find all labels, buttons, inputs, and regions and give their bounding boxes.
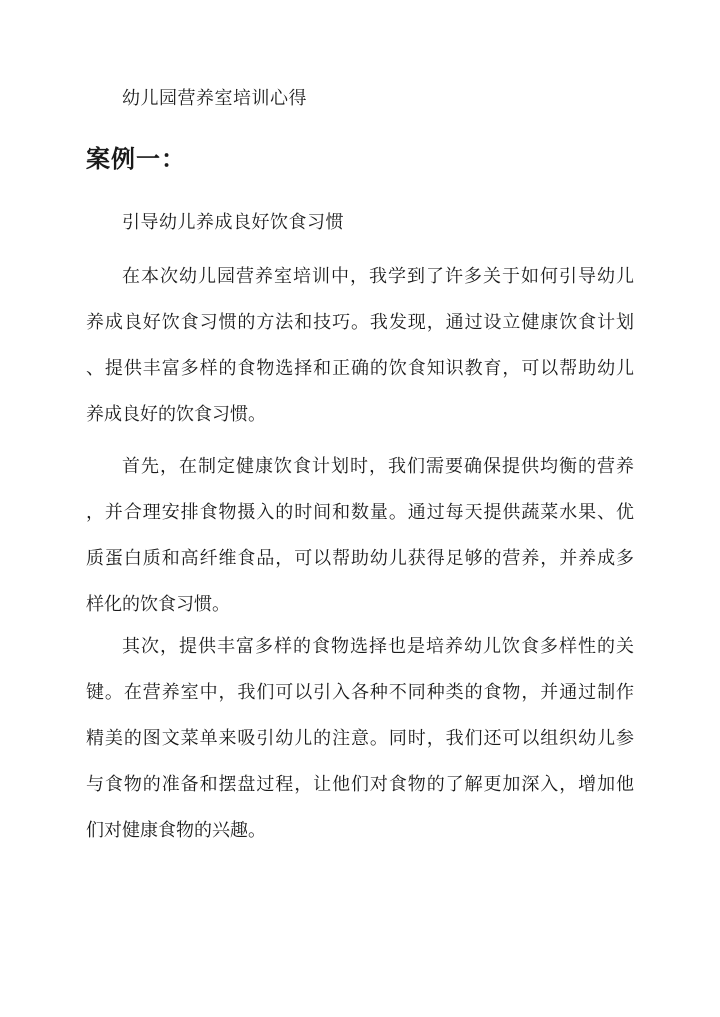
paragraph-line: 养成良好的饮食习惯。 [86, 404, 266, 425]
paragraph-2 [86, 444, 634, 628]
paragraph-line: 精美的图文菜单来吸引幼儿的注意。同时，我们还可以组织幼儿参 [86, 728, 634, 749]
paragraph-line: 其次，提供丰富多样的食物选择也是培养幼儿饮食多样性的关 [122, 636, 634, 657]
paragraph-line: ，并合理安排食物摄入的时间和数量。通过每天提供蔬菜水果、优 [86, 502, 634, 523]
paragraph-line: 样化的饮食习惯。 [86, 594, 230, 615]
paragraph-line: 在本次幼儿园营养室培训中，我学到了许多关于如何引导幼儿 [122, 266, 634, 287]
paragraph-line: 质蛋白质和高纤维食品，可以帮助幼儿获得足够的营养，并养成多 [86, 548, 634, 569]
paragraph-line: 们对健康食物的兴趣。 [86, 820, 266, 841]
paragraph-line: 首先，在制定健康饮食计划时，我们需要确保提供均衡的营养 [122, 456, 634, 477]
paragraph-line: 与食物的准备和摆盘过程，让他们对食物的了解更加深入，增加他 [86, 774, 634, 795]
paragraph-line: 键。在营养室中，我们可以引入各种不同种类的食物，并通过制作 [86, 682, 634, 703]
document-title: 幼儿园营养室培训心得 [122, 88, 307, 109]
paragraph-1 [86, 254, 634, 438]
paragraph-line: 、提供丰富多样的食物选择和正确的饮食知识教育，可以帮助幼儿 [86, 358, 634, 379]
section-subheading: 引导幼儿养成良好饮食习惯 [122, 212, 344, 233]
section-heading: 案例一： [86, 145, 186, 173]
paragraph-line: 养成良好饮食习惯的方法和技巧。我发现，通过设立健康饮食计划 [86, 312, 634, 333]
paragraph-3 [86, 624, 634, 854]
